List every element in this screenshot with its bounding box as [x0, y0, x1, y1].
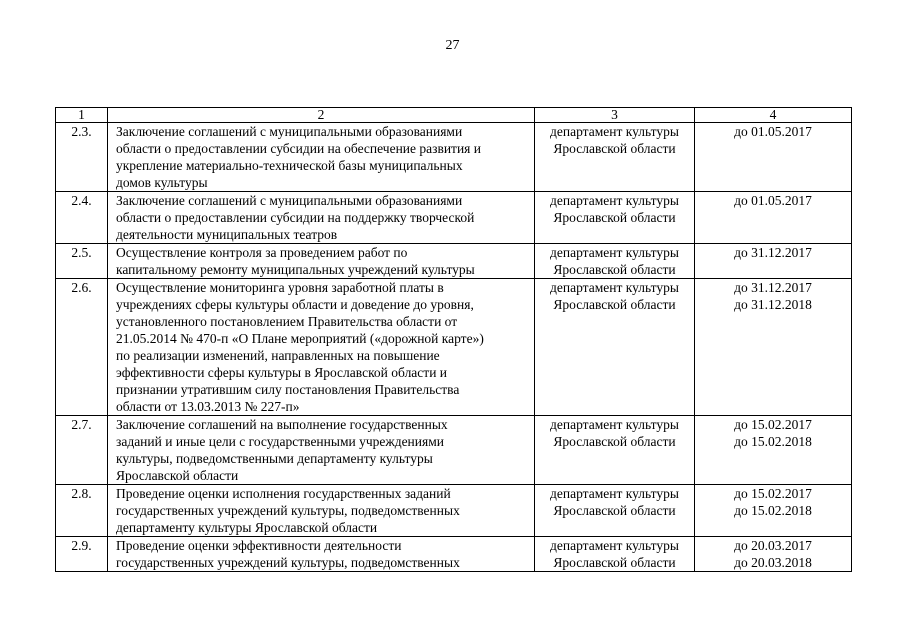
- deadline-cell: [695, 537, 852, 572]
- deadline-cell: [695, 416, 852, 485]
- table-row: [56, 192, 852, 244]
- deadline-cell-line: до 15.02.2018: [734, 503, 812, 518]
- action-cell-line: 21.05.2014 № 470-п «О Плане мероприятий («дорожной карте»): [116, 331, 484, 346]
- action-cell-line: Ярославской области: [116, 468, 239, 483]
- deadline-cell: [695, 279, 852, 416]
- item-number: 2.6.: [56, 279, 108, 416]
- executor-cell-line: Ярославской области: [553, 210, 676, 225]
- executor-cell-line: департамент культуры: [550, 538, 679, 553]
- executor-cell-line: Ярославской области: [553, 555, 676, 570]
- executor-cell-line: департамент культуры: [550, 280, 679, 295]
- deadline-cell-line: до 15.02.2017: [734, 417, 812, 432]
- item-number: 2.4.: [56, 192, 108, 244]
- action-cell-line: культуры, подведомственными департаменту культуры: [116, 451, 433, 466]
- page-number: 27: [445, 38, 460, 53]
- header-col-2: 2: [108, 108, 535, 123]
- action-cell-line: признании утратившим силу постановления Правительства: [116, 382, 460, 397]
- deadline-cell-line: до 31.12.2017: [734, 280, 812, 295]
- executor-cell-line: Ярославской области: [553, 141, 676, 156]
- table-body: [56, 108, 852, 572]
- item-number: 2.5.: [56, 244, 108, 279]
- action-cell-line: укрепление материально-технической базы муниципальных: [116, 158, 463, 173]
- action-cell: [108, 537, 535, 572]
- action-cell: [108, 123, 535, 192]
- executor-cell: [535, 416, 695, 485]
- executor-cell-line: департамент культуры: [550, 193, 679, 208]
- header-col-4: 4: [695, 108, 852, 123]
- deadline-cell-line: до 01.05.2017: [734, 193, 812, 208]
- executor-cell-line: Ярославской области: [553, 503, 676, 518]
- executor-cell-line: Ярославской области: [553, 262, 676, 277]
- header-col-1: 1: [56, 108, 108, 123]
- table-row: [56, 123, 852, 192]
- deadline-cell: [695, 485, 852, 537]
- action-cell-line: домов культуры: [116, 175, 208, 190]
- action-cell-line: деятельности муниципальных театров: [116, 227, 338, 242]
- action-cell: [108, 244, 535, 279]
- deadline-cell-line: до 15.02.2017: [734, 486, 812, 501]
- executor-cell: [535, 192, 695, 244]
- deadline-cell-line: до 31.12.2017: [734, 245, 812, 260]
- action-cell-line: области о предоставлении субсидии на поддержку творческой: [116, 210, 475, 225]
- table-row: [56, 244, 852, 279]
- action-cell-line: Заключение соглашений с муниципальными образованиями: [116, 124, 463, 139]
- action-cell-line: государственных учреждений культуры, подведомственных: [116, 503, 460, 518]
- item-number: 2.7.: [56, 416, 108, 485]
- action-cell-line: по реализации изменений, направленных на повышение: [116, 348, 440, 363]
- item-number: 2.8.: [56, 485, 108, 537]
- item-number: 2.3.: [56, 123, 108, 192]
- executor-cell-line: Ярославской области: [553, 434, 676, 449]
- executor-cell-line: департамент культуры: [550, 417, 679, 432]
- executor-cell: [535, 123, 695, 192]
- action-cell-line: Заключение соглашений с муниципальными образованиями: [116, 193, 463, 208]
- table-row: [56, 537, 852, 572]
- executor-cell: [535, 279, 695, 416]
- deadline-cell: [695, 192, 852, 244]
- action-cell: [108, 192, 535, 244]
- deadline-cell-line: до 15.02.2018: [734, 434, 812, 449]
- action-cell-line: Заключение соглашений на выполнение государственных: [116, 417, 448, 432]
- action-cell-line: Проведение оценки исполнения государственных заданий: [116, 486, 451, 501]
- action-cell-line: эффективности сферы культуры в Ярославской области и: [116, 365, 448, 380]
- action-cell-line: Проведение оценки эффективности деятельности: [116, 538, 402, 553]
- executor-cell: [535, 485, 695, 537]
- deadline-cell-line: до 01.05.2017: [734, 124, 812, 139]
- table-row: [56, 485, 852, 537]
- executor-cell: [535, 537, 695, 572]
- deadline-cell-line: до 31.12.2018: [734, 297, 812, 312]
- table-row: [56, 416, 852, 485]
- action-cell-line: Осуществление контроля за проведением работ по: [116, 245, 408, 260]
- item-number: 2.9.: [56, 537, 108, 572]
- table-header-row: [56, 108, 852, 123]
- action-cell-line: учреждениях сферы культуры области и доведение до уровня,: [116, 297, 474, 312]
- action-cell-line: области о предоставлении субсидии на обеспечение развития и: [116, 141, 481, 156]
- action-cell-line: Осуществление мониторинга уровня заработной платы в: [116, 280, 444, 295]
- executor-cell-line: департамент культуры: [550, 245, 679, 260]
- action-cell: [108, 279, 535, 416]
- table-row: [56, 279, 852, 416]
- action-cell-line: капитальному ремонту муниципальных учреждений культуры: [116, 262, 475, 277]
- header-col-3: 3: [535, 108, 695, 123]
- deadline-cell-line: до 20.03.2017: [734, 538, 812, 553]
- deadline-cell: [695, 123, 852, 192]
- deadline-cell: [695, 244, 852, 279]
- action-cell-line: департаменту культуры Ярославской области: [116, 520, 378, 535]
- action-cell-line: заданий и иные цели с государственными учреждениями: [116, 434, 444, 449]
- deadline-cell-line: до 20.03.2018: [734, 555, 812, 570]
- executor-cell-line: департамент культуры: [550, 124, 679, 139]
- executor-cell: [535, 244, 695, 279]
- action-cell-line: государственных учреждений культуры, подведомственных: [116, 555, 460, 570]
- executor-cell-line: департамент культуры: [550, 486, 679, 501]
- plan-table: [55, 107, 852, 572]
- action-cell-line: установленного постановлением Правительства области от: [116, 314, 458, 329]
- action-cell-line: области от 13.03.2013 № 227-п»: [116, 399, 300, 414]
- executor-cell-line: Ярославской области: [553, 297, 676, 312]
- action-cell: [108, 416, 535, 485]
- action-cell: [108, 485, 535, 537]
